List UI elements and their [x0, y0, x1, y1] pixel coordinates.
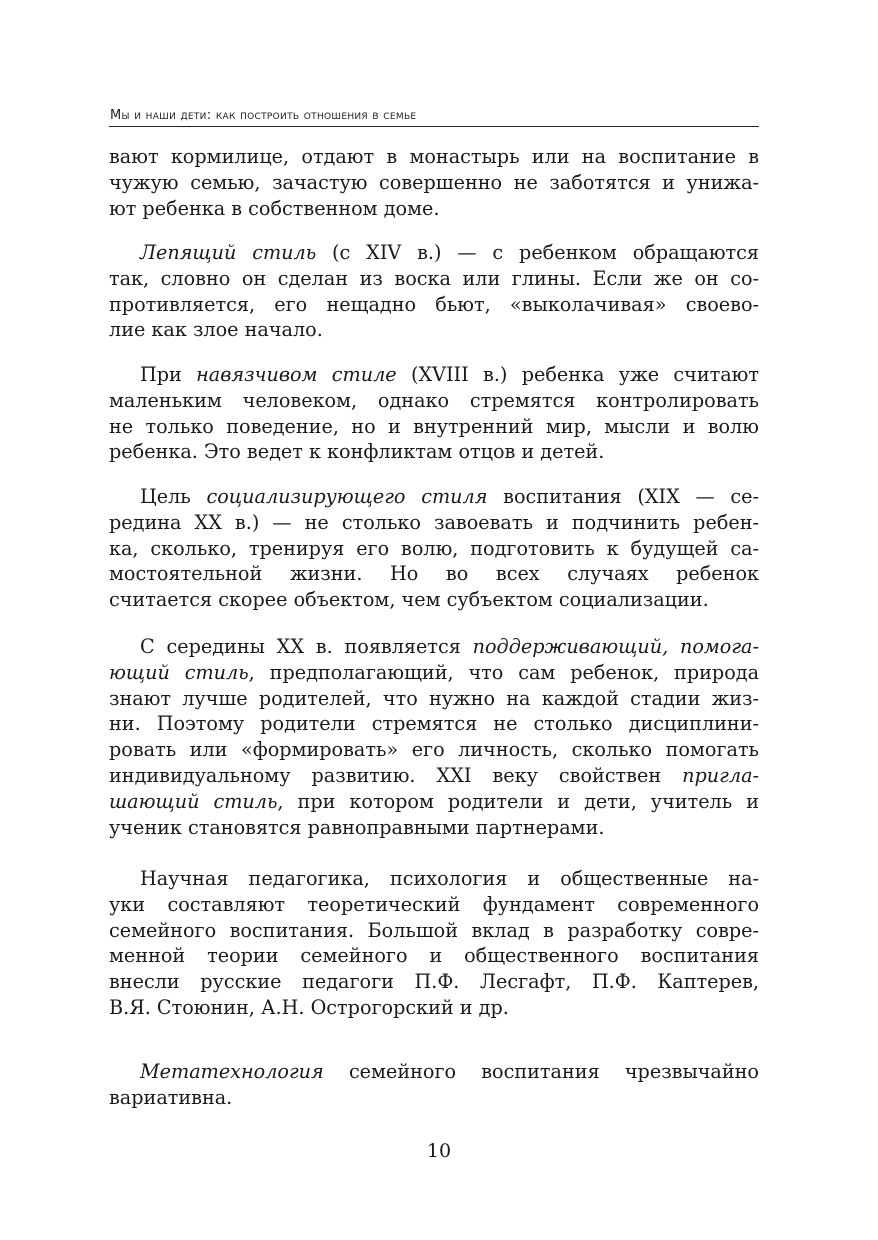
text-line: Метатехнология семейного воспитания чрезвычайно: [140, 1060, 759, 1083]
running-title: Мы и наши дети: как построить отношения в семье: [110, 108, 417, 123]
text-line: вают кормилице, отдают в монастырь или на воспитание в: [109, 145, 759, 168]
text-line: менной теории семейного и общественного воспитания: [109, 944, 759, 968]
text-line: ют ребенка в собственном доме.: [109, 196, 440, 220]
text-line: В.Я. Стоюнин, А.Н. Острогорский и др.: [109, 995, 509, 1019]
text-line: Цель социализирующего стиля воспитания (XIX — се-: [140, 485, 759, 508]
text-line: уки составляют теоретический фундамент современного: [109, 892, 759, 916]
italic-term: поддерживающий, помога-: [472, 635, 759, 658]
text-line: знают лучше родителей, что нужно на каждой стадии жиз-: [109, 686, 759, 710]
paragraph-3: [109, 362, 759, 465]
text-line: ни. Поэтому родители стремятся не столько дисциплини-: [109, 712, 759, 736]
text-line: шающий стиль, при котором родители и дети, учитель и: [109, 789, 759, 813]
text-line: Научная педагогика, психология и общественные на-: [140, 867, 759, 890]
paragraph-5: [109, 634, 759, 840]
paragraph-2: [109, 240, 759, 343]
text-line: чужую семью, зачастую совершенно не заботятся и унижа-: [109, 170, 759, 194]
text-line: ющий стиль, предполагающий, что сам ребенок, природа: [109, 660, 760, 684]
text-line: считается скорее объектом, чем субъектом социализации.: [109, 588, 709, 612]
text-line: редина XX в.) — не столько завоевать и подчинить ребен-: [109, 510, 759, 534]
text-line: индивидуальному развитию. XXI веку свойствен пригла-: [109, 763, 759, 787]
paragraph-6: [109, 866, 759, 1021]
text-line: ученик становятся равноправными партнерами.: [109, 815, 605, 839]
text-line: С середины XX в. появляется поддерживающий, помога-: [140, 635, 759, 658]
paragraph-1: [109, 144, 759, 221]
text-line: маленьким человеком, однако стремятся контролировать: [109, 388, 759, 412]
text-line: внесли русские педагоги П.Ф. Лесгафт, П.Ф. Каптерев,: [109, 970, 759, 994]
text-line: так, словно он сделан из воска или глины. Если же он со-: [109, 266, 759, 290]
italic-term: Метатехнология: [140, 1060, 324, 1083]
text-line: семейного воспитания. Большой вклад в разработку совре-: [109, 918, 759, 942]
text-line: не только поведение, но и внутренний мир, мысли и волю: [109, 414, 759, 438]
text-line: мостоятельной жизни. Но во всех случаях ребенок: [109, 562, 759, 586]
italic-term: навязчивом стиле: [196, 363, 397, 386]
italic-term: пригла-: [682, 763, 759, 787]
text-line: противляется, его нещадно бьют, «выколачивая» своево-: [109, 292, 759, 316]
text-line: Лепящий стиль (с XIV в.) — с ребенком обращаются: [140, 241, 759, 264]
text-line: ка, сколько, тренируя его волю, подготовить к будущей са-: [109, 536, 759, 560]
text-line: ровать или «формировать» его личность, сколько помогать: [109, 738, 759, 762]
italic-term: Лепящий стиль: [140, 241, 317, 264]
paragraph-7: [109, 1059, 759, 1111]
italic-term: ющий стиль: [109, 660, 249, 684]
paragraph-4: [109, 484, 759, 613]
text-line: вариативна.: [109, 1085, 233, 1109]
page-number: 10: [426, 1140, 452, 1162]
running-header: [109, 100, 759, 127]
text-line: лие как злое начало.: [109, 318, 323, 342]
text-line: ребенка. Это ведет к конфликтам отцов и детей.: [109, 440, 605, 464]
italic-term: социализирующего стиля: [206, 485, 488, 508]
italic-term: шающий стиль: [109, 789, 278, 813]
text-line: При навязчивом стиле (XVIII в.) ребенка уже считают: [140, 363, 760, 386]
